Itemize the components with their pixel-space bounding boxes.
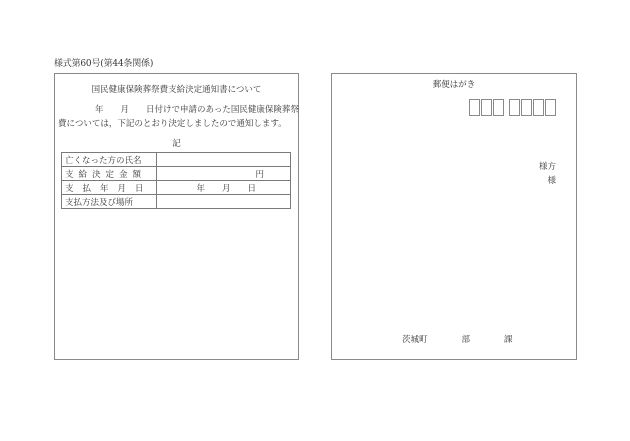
zip-box (533, 99, 544, 116)
sender-address: 茨城町 部 課 (402, 335, 513, 345)
zip-box (493, 99, 504, 116)
zip-box (545, 99, 556, 116)
recipient-honorific: 様 (547, 176, 556, 186)
deceased-name-label: 亡くなった方の氏名 (62, 153, 157, 167)
zip-box (521, 99, 532, 116)
amount-value: 円 (156, 167, 290, 181)
postcard-title: 郵便はがき (432, 80, 476, 90)
payment-method-value (156, 195, 290, 209)
table-row (62, 167, 291, 181)
amount-label: 支給決定金額 (62, 167, 157, 181)
table-row (62, 153, 291, 167)
form-number-label: 様式第60号(第44条関係) (54, 59, 154, 69)
postal-code-boxes (469, 99, 557, 116)
payment-method-label: 支払方法及び場所 (62, 195, 157, 209)
notice-panel (54, 73, 299, 360)
notice-body-line-2: 費については，下記のとおり決定しましたので通知します。 (58, 119, 287, 129)
table-row (62, 195, 291, 209)
zip-box (469, 99, 480, 116)
detail-table (61, 152, 291, 209)
payment-date-label: 支払年月日 (62, 181, 157, 195)
payment-date-value: 年 月 日 (156, 181, 290, 195)
deceased-name-value (156, 153, 290, 167)
postcard-panel (331, 73, 577, 360)
ki-heading: 記 (172, 139, 181, 149)
notice-title: 国民健康保険葬祭費支給決定通知書について (91, 85, 262, 95)
zip-box (481, 99, 492, 116)
table-row (62, 181, 291, 195)
care-of-label: 様方 (538, 162, 556, 172)
notice-body-line-1: 年 月 日付けで申請のあった国民健康保険葬祭 (95, 105, 299, 115)
zip-box (509, 99, 520, 116)
